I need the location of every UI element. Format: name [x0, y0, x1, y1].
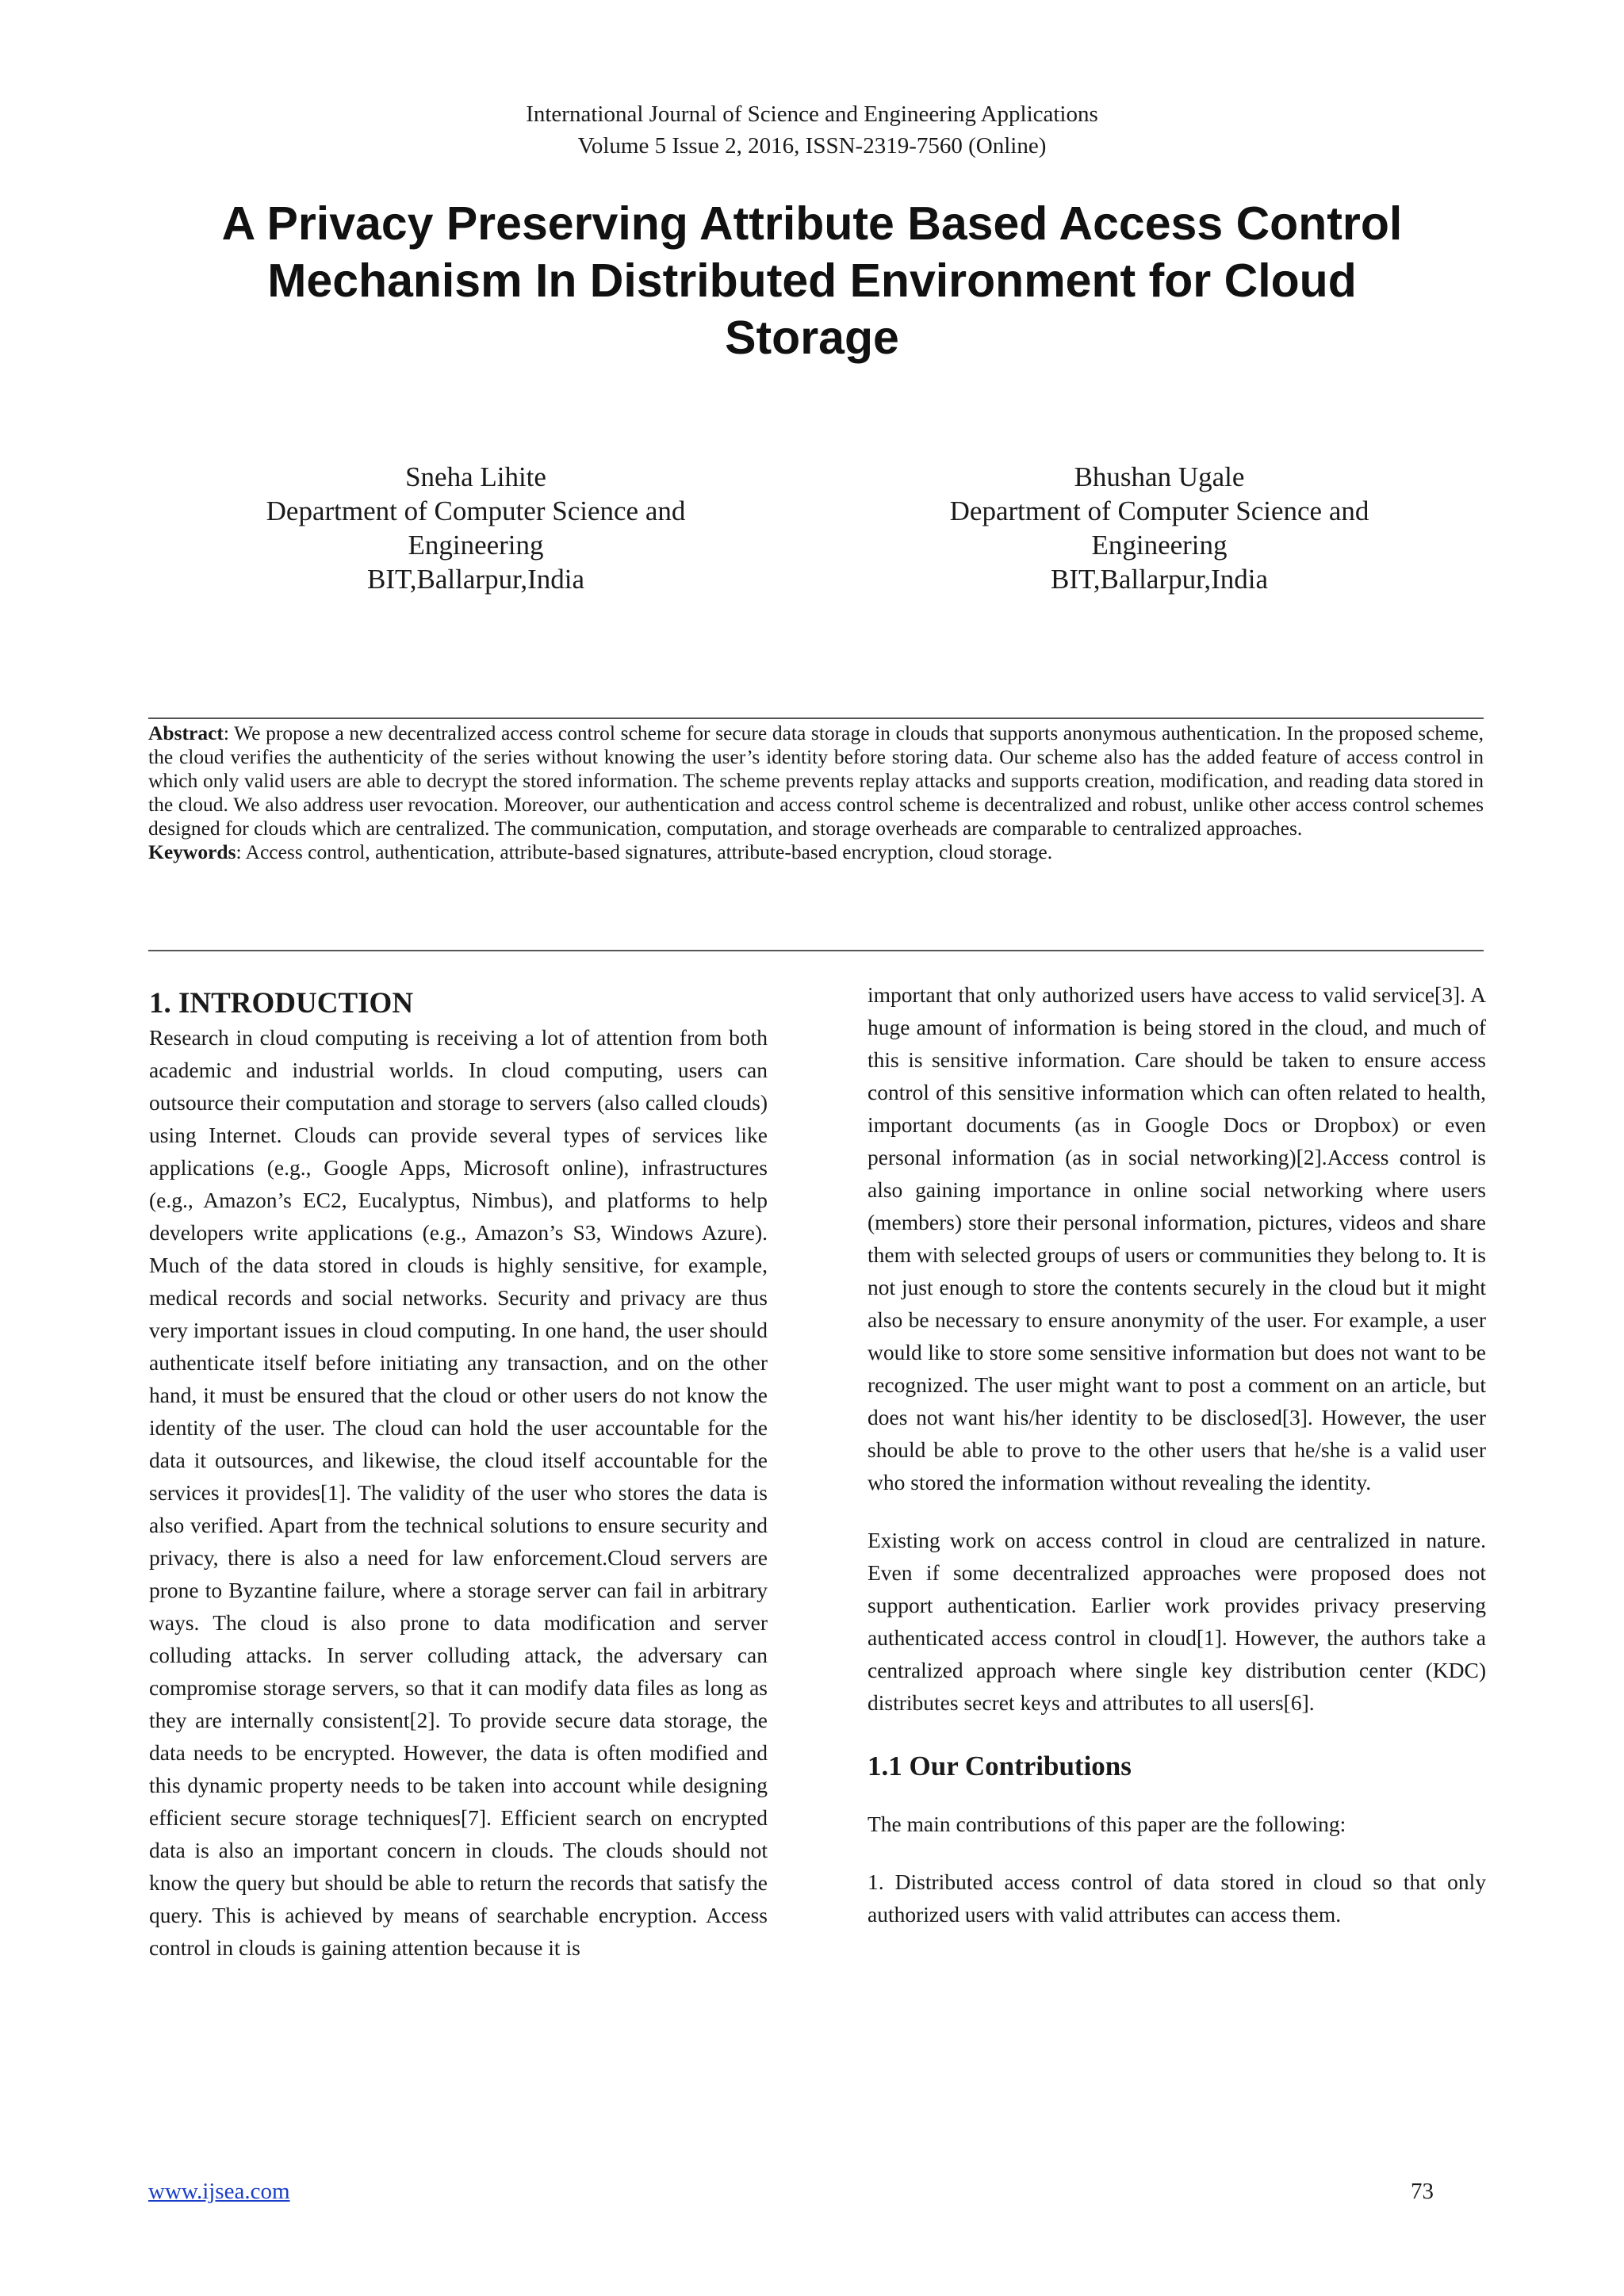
contributions-intro: The main contributions of this paper are the following:	[868, 1812, 1346, 1836]
intro-paragraph-continued: important that only authorized users have access to valid service[3]. A huge amount of information is being stored in the cloud, and much of this is sensitive information. Care should be taken to ensure access control of this sensitive information which can often related to health, important documents (as in Google Docs or Dropbox) or even personal information (as in social networking)[2].Access control is also gaining importance in online social networking where users (members) store their personal information, pictures, videos and share them with selected groups of users or communities they belong to. It is not just enough to store the contents securely in the cloud but it might also be necessary to ensure anonymity of the user. For example, a user would like to store some sensitive information but does not want to be recognized. The user might want to post a comment on an article, but does not want his/her identity to be disclosed[3]. However, the user should be able to prove to the other users that he/she is a valid user who stored the information without revealing the identity.	[868, 982, 1486, 1494]
keywords-label: Keywords	[148, 840, 236, 863]
abstract-label: Abstract	[148, 721, 224, 744]
page-number: 73	[1411, 2179, 1434, 2204]
abstract-paragraph	[148, 721, 1484, 840]
author-name: Sneha Lihite	[405, 461, 546, 492]
author-block-2	[858, 460, 1461, 596]
author-dept: Department of Computer Science and	[266, 496, 686, 526]
journal-header	[0, 98, 1624, 162]
journal-website-link[interactable]: www.ijsea.com	[148, 2179, 290, 2204]
author-name: Bhushan Ugale	[1074, 461, 1245, 492]
keywords-text: : Access control, authentication, attribute-based signatures, attribute-based encryption, cloud storage.	[236, 840, 1053, 863]
contribution-item-1: 1. Distributed access control of data stored in cloud so that only authorized users with valid attributes can access them.	[868, 1869, 1486, 1927]
intro-paragraph-existing-work: Existing work on access control in cloud are centralized in nature. Even if some decentralized approaches were proposed does not support authentication. Earlier work provides privacy preserving authenticated access control in cloud[1]. However, the authors take a centralized approach where single key distribution center (KDC) distributes secret keys and attributes to all users[6].	[868, 1528, 1486, 1715]
title-line-1: A Privacy Preserving Attribute Based Access Control	[221, 197, 1403, 250]
author-dept-cont: Engineering	[1091, 530, 1228, 561]
section-heading-introduction: 1. INTRODUCTION	[149, 987, 414, 1020]
author-block-1	[174, 460, 777, 596]
journal-name: International Journal of Science and Engineering Applications	[526, 101, 1098, 127]
author-dept: Department of Computer Science and	[949, 496, 1369, 526]
abstract-block	[148, 721, 1484, 864]
abstract-top-rule	[148, 718, 1484, 719]
keywords-paragraph	[148, 840, 1484, 864]
author-affiliation: BIT,Ballarpur,India	[1051, 564, 1268, 595]
volume-line: Volume 5 Issue 2, 2016, ISSN-2319-7560 (Online)	[577, 133, 1047, 159]
author-affiliation: BIT,Ballarpur,India	[367, 564, 584, 595]
intro-paragraph: Research in cloud computing is receiving a lot of attention from both academic and industrial worlds. In cloud computing, users can outsource their computation and storage to servers (also called clouds) using Internet. Clouds can provide several types of services like applications (e.g., Google Apps, Microsoft online), infrastructures (e.g., Amazon’s EC2, Eucalyptus, Nimbus), and platforms to help developers write applications (e.g., Amazon’s S3, Windows Azure). Much of the data stored in clouds is highly sensitive, for example, medical records and social networks. Security and privacy are thus very important issues in cloud computing. In one hand, the user should authenticate itself before initiating any transaction, and on the other hand, it must be ensured that the cloud or other users do not know the identity of the user. The cloud can hold the user accountable for the data it outsources, and likewise, the cloud itself accountable for the services it provides[1]. The validity of the user who stores the data is also verified. Apart from the technical solutions to ensure security and privacy, there is also a need for law enforcement.Cloud servers are prone to Byzantine failure, where a storage server can fail in arbitrary ways. The cloud is also prone to data modification and server colluding attacks. In server colluding attack, the adversary can compromise storage servers, so that it can modify data files as long as they are internally consistent[2]. To provide secure data storage, the data needs to be encrypted. However, the data is often modified and this dynamic property needs to be taken into account while designing efficient secure storage techniques[7]. Efficient search on encrypted data is also an important concern in clouds. The clouds should not know the query but should be able to return the records that satisfy the query. This is achieved by means of searchable encryption. Access control in clouds is gaining attention because it is	[149, 1025, 768, 1960]
abstract-text: : We propose a new decentralized access control scheme for secure data storage in clouds that supports anonymous authentication. In the proposed scheme, the cloud verifies the authenticity of the series without knowing the user’s identity before storing data. Our scheme also has the added feature of access control in which only valid users are able to decrypt the stored information. The scheme prevents replay attacks and supports creation, modification, and reading data stored in the cloud. We also address user revocation. Moreover, our authentication and access control scheme is decentralized and robust, unlike other access control schemes designed for clouds which are centralized. The communication, computation, and storage overheads are comparable to centralized approaches.	[148, 721, 1484, 840]
left-column	[149, 986, 768, 1964]
paper-title	[127, 195, 1497, 366]
author-dept-cont: Engineering	[408, 530, 544, 561]
right-column	[868, 978, 1486, 1931]
title-line-3: Storage	[725, 312, 899, 364]
abstract-bottom-rule	[148, 950, 1484, 951]
title-line-2: Mechanism In Distributed Environment for Cloud	[267, 254, 1357, 307]
subsection-heading-contributions: 1.1 Our Contributions	[868, 1751, 1132, 1781]
